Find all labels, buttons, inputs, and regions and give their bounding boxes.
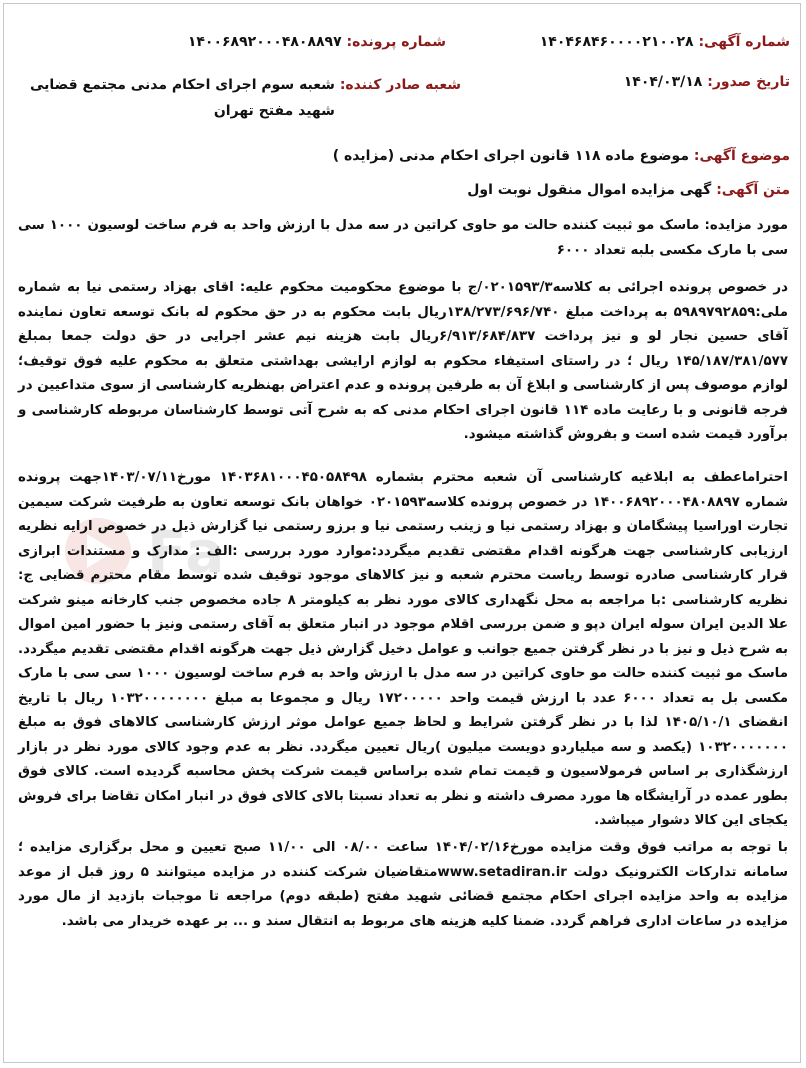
text-heading-value: گهی مزایده اموال منقول نوبت اول xyxy=(467,182,712,198)
auction-item-paragraph: مورد مزایده: ماسک مو ثبیت کننده حالت مو حاوی کراتین در سه مدل با ارزش واحد به فرم ساخت لوسیون ۱۰۰۰ سی سی با مارک مکسی بلبه تعداد ۶۰۰۰ xyxy=(18,218,788,258)
auction-schedule-paragraph: با توجه به مراتب فوق وقت مزایده مورخ۱۴۰۴/۰۲/۱۶ ساعت ۰۸/۰۰ الی ۱۱/۰۰ صبح تعیین و محل برگزاری مزایده ؛سامانه تدارکات الکترونیک دولت www.setadiran.irمتقاضیان شرکت کننده در مزایده میتوانند ۵ روز قبل از موعد مزایده به واحد مزایده اجرای احکام مجتمع قضائی شهید مفتح (طبقه دوم) مراجعه تا موجبات بازدید از مال مورد مزایده در ساعات اداری فراهم گردد. ضمنا کلیه هزینه های مربوط به انتقال سند و ... بر عهده خریدار می باشد. xyxy=(18,840,788,929)
case-number: ۱۴۰۰۶۸۹۲۰۰۰۴۸۰۸۸۹۷ xyxy=(187,34,342,50)
ad-number-label: شماره آگهی: xyxy=(698,34,790,50)
subject-label: موضوع آگهی: xyxy=(693,148,790,164)
ad-number: ۱۴۰۴۶۸۴۶۰۰۰۰۲۱۰۰۲۸ xyxy=(539,34,694,50)
subject-row xyxy=(333,148,790,164)
watermark-text: Fa xyxy=(147,518,227,586)
case-number-label: شماره پرونده: xyxy=(346,34,446,50)
expert-report-paragraph: احتراماعطف به ابلاغیه کارشناسی آن شعبه محترم بشماره ۱۴۰۳۶۸۱۰۰۰۴۵۰۵۸۴۹۸ مورخ۱۴۰۳/۰۷/۱۱جهت پرونده شماره ۱۴۰۰۶۸۹۲۰۰۰۴۸۰۸۸۹۷ در خصوص پرونده کلاسه۰۲۰۱۵۹۳ خواهان بانک توسعه تعاون به طرفیت شرکت سیمین تجارت اوراسیا پیشگامان و بهزاد رستمی نیا و زینب رستمی نیا و برزو رستمی نیا گزارش ذیل در خصوص ارایه نظریه ارزیابی کارشناسی جهت هرگونه اقدام مقتضی تقدیم میگردد:موارد مورد بررسی :الف : مدارک و مستندات ابرازی قرار کارشناسی صادره توسط ریاست محترم شعبه و نیز کالاهای موجود توقیف شده توسط مقام محترم قضایی ج: نظریه کارشناسی :با مراجعه به محل نگهداری کالای مورد نظر به کیلومتر ۸ جاده مخصوص جنب کارخانه مینو شرکت علا الدین ایران سوله ایران دپو و ضمن بررسی اقلام موجود در انبار متعلق به آقای رستمی ونیز با حضور امین اموال به شرح ذیل و نیز با در نظر گرفتن جمیع جوانب و عوامل دخیل گزارش ذیل جهت هرگونه اقدام مقتضی تقدیم میگردد. ماسک مو ثبیت کننده حالت مو حاوی کراتین در سه مدل با ارزش واحد به فرم ساخت لوسیون ۱۰۰۰ سی سی با مارک مکسی بل به تعداد ۶۰۰۰ عدد با ارزش قیمت واحد ۱۷۲۰۰۰۰۰ ریال و مجموعا به مبلغ ۱۰۳۲۰۰۰۰۰۰۰۰ ریال با تاریخ انقضای ۱۴۰۵/۱۰/۱ لذا با در نظر گرفتن شرایط و لحاظ جمیع عوامل موثر ارزش کارشناسی کالاهای فوق به مبلغ ۱۰۳۲۰۰۰۰۰۰۰ (یکصد و سه میلیاردو دویست میلیون )ریال تعیین میگردد. نظر به عدم وجود کالای مورد نظر در بازار ارزشگذاری بر اساس فرمولاسیون و قیمت تمام شده براساس قیمت شرکت پخش محاسبه گردیده است. کالای فوق بطور عمده در آرایشگاه ها مورد مصرف داشته و نظر به تعداد نسبتا بالای کالای فوق در انبار امکان تقاضا برای فروش یکجای این کالا دشوار میباشد. xyxy=(18,470,789,828)
issue-date: ۱۴۰۴/۰۳/۱۸ xyxy=(623,74,703,90)
subject-value: موضوع ماده ۱۱۸ قانون اجرای احکام مدنی (مزایده ) xyxy=(332,148,689,164)
issuer-row xyxy=(30,72,461,124)
text-heading-row xyxy=(467,182,790,198)
issuer-value: شعبه سوم اجرای احکام مدنی مجتمع قضایی شهید مفتح تهران xyxy=(30,77,335,119)
issuer-label: شعبه صادر کننده: xyxy=(339,77,461,93)
text-heading-label: متن آگهی: xyxy=(716,182,790,198)
issue-date-label: تاریخ صدور: xyxy=(707,74,790,90)
ad-number-row xyxy=(540,34,790,50)
case-number-row xyxy=(188,34,446,50)
case-details-paragraph: در خصوص پرونده اجرائی به کلاسه۰۲۰۱۵۹۳/۳/ج با موضوع محکومیت محکوم علیه: اقای بهزاد رستمی نیا به شماره ملی:۵۹۸۹۷۹۲۸۵۹ به پرداخت مبلغ ۱۳۸/۲۷۳/۶۹۶/۷۴۰ریال بابت محکوم به در حق محکوم له بانک توسعه تعاون نماینده آقای حسین نجار لو و نیز پرداخت ۶/۹۱۳/۶۸۴/۸۳۷ریال بابت هزینه نیم عشر اجرایی در حق دولت جمعا بمبلغ ۱۴۵/۱۸۷/۳۸۱/۵۷۷ ریال ؛ در راستای استیفاء محکوم به لوازم ارایشی بهداشتی متعلق به محکوم علیه فوق توقیف؛ لوازم موصوف پس از کارشناسی و ابلاغ آن به طرفین پرونده و عدم اعتراض بهنظریه کارشناسی از سوی متداعیین در فرجه قانونی و با رعایت ماده ۱۱۴ قانون اجرای احکام مدنی که به شرح آتی توسط کارشناسان مربوطه کارشناسی و برآورد قیمت شده است و بفروش گذاشته میشود. xyxy=(18,280,789,442)
issue-date-row xyxy=(624,74,790,90)
